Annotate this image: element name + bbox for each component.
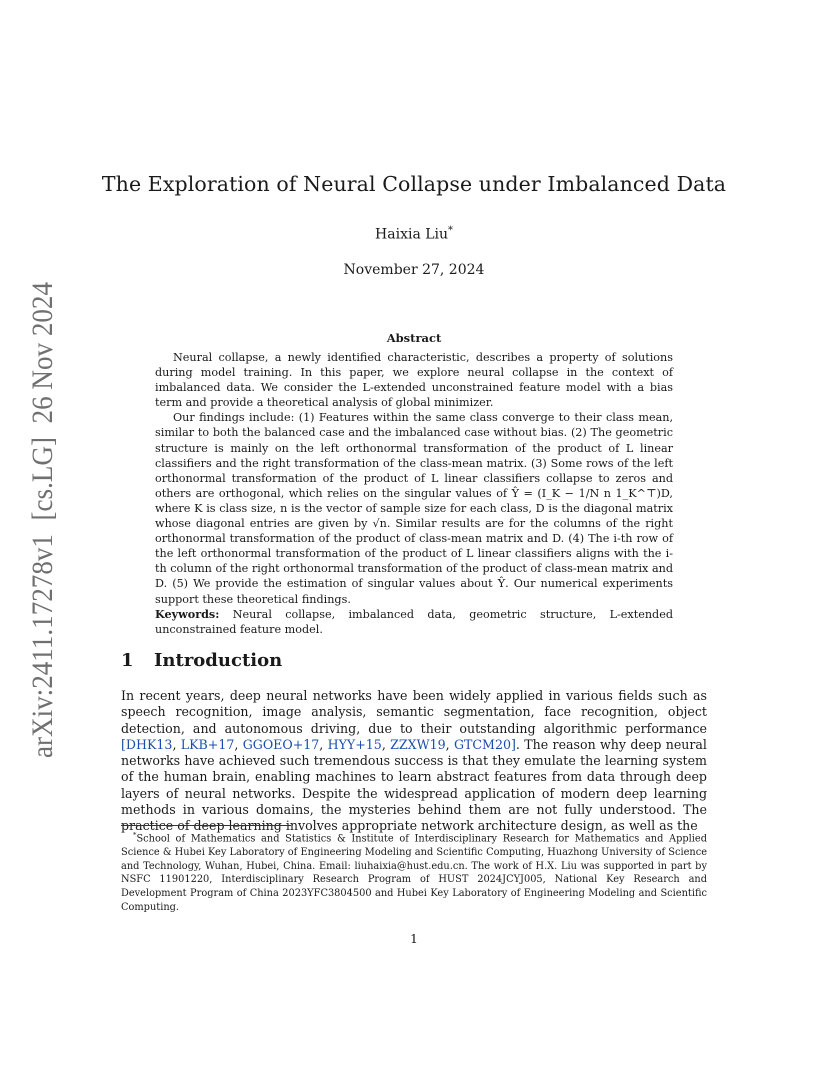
footnote-mark: * [133,831,137,839]
keywords-line [155,607,673,637]
introduction-body [121,688,707,835]
section-heading [121,650,282,671]
citation-bracket-open: [ [121,736,126,752]
abstract-body [155,350,673,637]
citation-link[interactable]: DHK13 [125,736,173,752]
intro-paragraph: In recent years, deep neural networks have been widely applied in various fields such as speech recognition, image analysis, semantic segmentation, face recognition, object detection, and autonomous driving, due to their outstanding algorithmic performance [DHK13, LKB+17, GGOEO+17, HYY+15, ZZXW19, GTCM20]. The reason why deep neural networks have achieved such tremendous success is that they emulate the learning system of the human brain, enabling machines to learn abstract features from data through deep layers of neural networks. Despite the widespread application of modern deep learning methods in various domains, the mysteries behind them are not fully understood. The practice of deep learning involves appropriate network architecture design, as well as the [121,688,707,834]
author-name: Haixia Liu [375,226,449,243]
citation-link[interactable]: LKB+17 [180,736,235,752]
abstract-paragraph-1: Neural collapse, a newly identified characteristic, describes a property of solutions during model training. In this paper, we explore neural collapse in the context of imbalanced data. We consider the L-extended unconstrained feature model with a bias term and provide a theoretical analysis of global minimizer. [155,351,673,410]
citation-link[interactable]: GGOEO+17 [242,736,320,752]
paper-date: November 27, 2024 [343,262,485,278]
arxiv-id-text: arXiv:2411.17278v1 [cs.LG] 26 Nov 2024 [26,280,59,758]
author-footnote-mark[interactable]: * [448,225,453,236]
section-number: 1 [121,650,134,671]
author-line [0,225,828,243]
footnote-text: School of Mathematics and Statistics & Institute of Interdisciplinary Research for Mathematics and Applied Science & Hubei Key Laboratory of Engineering Modeling and Scientific Computing, Huazhong University of Science and Technology, Wuhan, Hubei, China. Email: liuhaixia@hust.edu.cn. The work of H.X. Liu was supported in part by NSFC 11901220, Interdisciplinary Research Program of HUST 2024JCYJ005, National Key Research and Development Program of China 2023YFC3804500 and Hubei Key Laboratory of Engineering Modeling and Scientific Computing. [121,833,707,913]
citation-link[interactable]: GTCM20 [453,736,511,752]
footnote-rule [121,825,291,826]
intro-text-a: In recent years, deep neural networks have been widely applied in various fields such as speech recognition, image analysis, semantic segmentation, face recognition, object detection, and autonomous driving, due to their outstanding algorithmic performance [121,688,707,736]
keywords-text: Neural collapse, imbalanced data, geometric structure, L-extended unconstrained feature model. [155,607,673,636]
keywords-label: Keywords: [155,606,220,621]
footnote [121,829,707,914]
section-title: Introduction [154,650,283,671]
abstract-paragraph-2: Our findings include: (1) Features within the same class converge to their class mean, similar to both the balanced case and the imbalanced case without bias. (2) The geometric structure is mainly on the left orthonormal transformation of the product of L linear classifiers and the right transformation of the class-mean matrix. (3) Some rows of the left orthonormal transformation of the product of L linear classifiers collapse to zeros and others are orthogonal, which relies on the singular values of Ŷ = (I_K − 1/N n 1_K^⊤)D, where K is class size, n is the vector of sample size for each class, D is the diagonal matrix whose diagonal entries are given by √n. Similar results are for the columns of the right orthonormal transformation of the product of class-mean matrix and D. (4) The i-th row of the left orthonormal transformation of the product of L linear classifiers aligns with the i-th column of the right orthonormal transformation of the product of class-mean matrix and D. (5) We provide the estimation of singular values about Ŷ. Our numerical experiments support these theoretical findings. [155,411,673,606]
intro-text-b: . The reason why deep neural networks have achieved such tremendous success is that they emulate the learning system of the human brain, enabling machines to learn abstract features from data through deep layers of neural networks. Despite the widespread application of modern deep learning methods in various domains, the mysteries behind them are not fully understood. The practice of deep learning involves appropriate network architecture design, as well as the [121,736,707,834]
abstract-heading: Abstract [386,331,442,345]
citation-bracket-close: ] [510,736,516,752]
paper-title: The Exploration of Neural Collapse under Imbalanced Data [101,172,727,196]
citation-link[interactable]: HYY+15 [327,736,382,752]
citation-link[interactable]: ZZXW19 [390,736,446,752]
footnote-paragraph [121,829,707,914]
arxiv-identifier-stamp [6,280,66,760]
page-number: 1 [410,931,418,946]
